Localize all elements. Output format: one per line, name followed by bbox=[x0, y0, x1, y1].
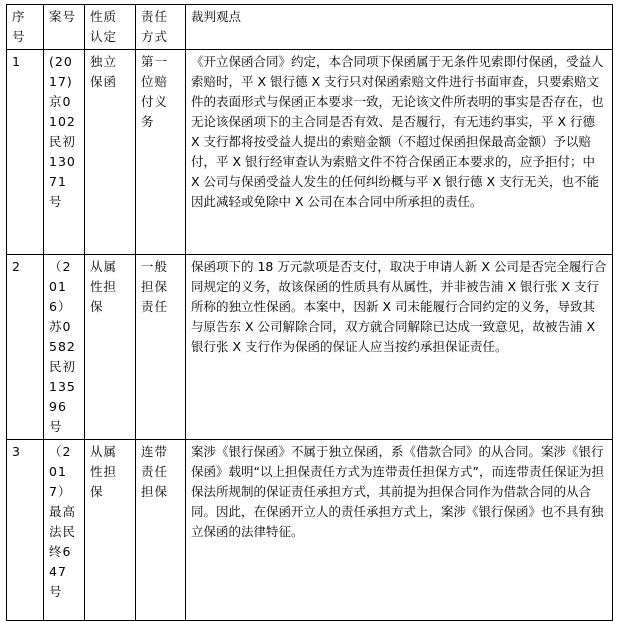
judicial-view-cell: 《开立保函合同》约定，本合同项下保函属于无条件见索即付保函，受益人索赔时，平 X 银行德 X 支行只对保函索赔文件进行书面审查，只要索赔文件的表面形式与保函正本要求一致，无论该文件所表明的事实是否存在，也无论该保函项下的主合同是否有效、是否履行，有无违约事实，平 X 行德 X 支行都将按受益人提出的索赔金额（不超过保函担保最高金额）予以赔付，平 X 银行经审查认为索赔文件不符合保函正本要求的，应予拒付；中 X 公司与保函受益人发生的任何纠纷概与平 X 银行德 X 支行无关，也不能因此减轻或免除中 X 公司在本合同中所承担的责任。 bbox=[186, 50, 613, 255]
table-header-row bbox=[7, 5, 613, 50]
judicial-view-cell: 案涉《银行保函》不属于独立保函，系《借款合同》的从合同。案涉《银行保函》载明“以上担保责任方式为连带责任担保方式”，而连带责任保证为担保法所规制的保证责任承担方式，其前提为担保合同作为借款合同的从合同。因此，在保函开立人的责任承担方式上，案涉《银行保函》也不具有独立保函的法律特征。 bbox=[186, 440, 613, 621]
header-no: 序号 bbox=[7, 5, 44, 50]
liability-cell: 第一位赔付义务 bbox=[136, 50, 186, 255]
case-number: (2017)京0102民初13071号 bbox=[44, 50, 85, 255]
case-number: （2017）最高法民终647号 bbox=[44, 440, 85, 621]
table-row bbox=[7, 255, 613, 440]
row-number: 2 bbox=[7, 255, 44, 440]
judicial-view-cell: 保函项下的 18 万元款项是否支付，取决于申请人新 X 公司是否完全履行合同规定的义务，故该保函的性质具有从属性，并非被告浦 X 银行张 X 支行所称的独立性保函。本案中，因新 X 司未能履行合同约定的义务，导致其与原告东 X 公司解除合同，双方就合同解除已达成一致意见，故被告浦 X 银行张 X 支行作为保函的保证人应当按约承担保证责任。 bbox=[186, 255, 613, 440]
header-liability: 责任方式 bbox=[136, 5, 186, 50]
nature-cell: 独立保函 bbox=[85, 50, 136, 255]
header-judicial-view: 裁判观点 bbox=[186, 5, 613, 50]
header-nature: 性质认定 bbox=[85, 5, 136, 50]
row-number: 3 bbox=[7, 440, 44, 621]
liability-cell: 一般担保责任 bbox=[136, 255, 186, 440]
nature-cell: 从属性担保 bbox=[85, 440, 136, 621]
row-number: 1 bbox=[7, 50, 44, 255]
header-case-number: 案号 bbox=[44, 5, 85, 50]
liability-cell: 连带责任担保 bbox=[136, 440, 186, 621]
table-row bbox=[7, 50, 613, 255]
nature-cell: 从属性担保 bbox=[85, 255, 136, 440]
case-comparison-table bbox=[6, 4, 613, 621]
case-number: （2016）苏0582民初13596号 bbox=[44, 255, 85, 440]
table-row bbox=[7, 440, 613, 621]
